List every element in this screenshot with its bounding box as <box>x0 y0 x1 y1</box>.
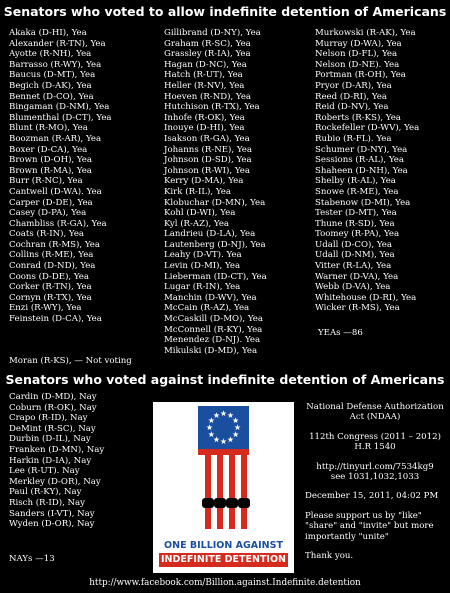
senator-yea: Lautenberg (D-NJ), Yea <box>164 239 266 250</box>
senator-yea: Landrieu (D-LA), Yea <box>164 229 256 240</box>
senator-yea: Hoeven (R-ND), Yea <box>164 91 252 102</box>
senator-nay: Paul (R-KY), Nay <box>9 487 82 498</box>
senator-yea: Kohl (D-WI), Yea <box>164 208 236 219</box>
yea-column-3 <box>315 28 419 314</box>
senator-yea: Warner (D-VA), Yea <box>315 271 399 282</box>
act-name: National Defense Authorization Act (NDAA) <box>306 402 444 423</box>
senator-yea: Johnson (R-WI), Yea <box>164 165 250 176</box>
senator-nay: Cardin (D-MD), Nay <box>9 392 97 402</box>
senator-nay: DeMint (R-SC), Nay <box>9 423 96 434</box>
senator-yea: Inhofe (R-OK), Yea <box>164 112 245 123</box>
support-text: Please support us by "like" "share" and "invite" but more importantly "unite" <box>305 510 434 542</box>
senator-yea: Coats (R-IN), Yea <box>9 229 85 240</box>
poster-line-1: ONE BILLION AGAINST <box>164 540 283 551</box>
senator-yea: Shaheen (D-NH), Yea <box>315 165 408 176</box>
senator-yea: Blumenthal (D-CT), Yea <box>9 112 112 123</box>
senator-yea: Blunt (R-MO), Yea <box>9 123 88 134</box>
senator-yea: Sessions (R-AL), Yea <box>315 155 404 166</box>
senator-yea: Stabenow (D-MI), Yea <box>315 197 411 208</box>
senator-nay: Risch (R-ID), Nay <box>9 497 86 508</box>
senator-yea: Bennet (D-CO), Yea <box>9 91 94 102</box>
senator-yea: Kerry (D-MA), Yea <box>164 176 244 187</box>
senator-yea: Leahy (D-VT). Yea <box>164 250 242 261</box>
senator-yea: Hatch (R-UT), Yea <box>164 70 243 81</box>
senator-nay: Sanders (I-VT), Nay <box>9 508 95 519</box>
senator-yea: Brown (R-MA), Yea <box>9 165 92 176</box>
senator-yea: Isakson (R-GA), Yea <box>164 133 250 144</box>
senator-yea: Heller (R-NV), Yea <box>164 80 245 91</box>
senator-yea: Thune (R-SD), Yea <box>315 218 395 229</box>
senator-yea: Shelby (R-AL), Yea <box>315 176 396 187</box>
senator-yea: Casey (D-PA), Yea <box>9 208 87 219</box>
senator-nay: Durbin (D-IL), Nay <box>9 434 91 445</box>
senator-yea: Manchin (D-WV), Yea <box>164 292 257 303</box>
senator-yea: Boozman (R-AR), Yea <box>9 133 102 144</box>
senator-yea: Levin (D-MI), Yea <box>164 261 241 272</box>
senator-yea: Wicker (R-MS), Yea <box>315 303 400 314</box>
senator-yea: Mikulski (D-MD), Yea <box>164 345 258 356</box>
senator-nay: Lee (R-UT). Nay <box>9 466 80 477</box>
nays-count: NAYs —13 <box>9 554 55 564</box>
senator-yea: Rubio (R-FL). Yea <box>315 133 392 144</box>
senator-yea: Klobuchar (D-MN), Yea <box>164 197 266 208</box>
senator-yea: Murkowski (R-AK), Yea <box>315 28 416 38</box>
senator-yea: Ayotte (R-NH), Yea <box>9 49 92 60</box>
senator-yea: McCain (R-AZ), Yea <box>164 303 250 314</box>
senator-yea: Graham (R-SC), Yea <box>164 38 251 49</box>
campaign-poster <box>153 402 294 573</box>
senator-yea: Webb (D-VA), Yea <box>315 282 391 293</box>
senator-yea: Reid (D-NV), Yea <box>315 102 389 113</box>
senator-yea: Burr (R-NC), Yea <box>9 176 83 187</box>
yea-heading: Senators who voted to allow indefinite detention of Americans <box>3 4 447 19</box>
senator-yea: Baucus (D-MT), Yea <box>9 70 96 81</box>
senator-yea: Chambliss (R-GA), Yea <box>9 218 107 229</box>
not-voting-line: Moran (R-KS), — Not voting <box>9 356 132 366</box>
senator-yea: Grassley (R-IA), Yea <box>164 49 251 60</box>
senator-yea: Lugar (R-IN), Yea <box>164 282 241 293</box>
senator-yea: Nelson (D-FL), Yea <box>315 49 398 60</box>
senator-yea: Carper (D-DE), Yea <box>9 197 93 208</box>
senator-yea: McCaskill (D-MO), Yea <box>164 314 264 325</box>
section-ref: see 1031,1032,1033 <box>330 472 420 483</box>
senator-yea: Cochran (R-MS), Yea <box>9 239 100 250</box>
senator-yea: Lieberman (ID-CT), Yea <box>164 271 267 282</box>
vote-date: December 15, 2011, 04:02 PM <box>305 491 439 502</box>
senator-yea: Kyl (R-AZ), Yea <box>164 218 230 229</box>
senator-yea: Begich (D-AK), Yea <box>9 80 92 91</box>
yea-column-1 <box>9 28 112 325</box>
senator-yea: Feinstein (D-CA), Yea <box>9 314 102 325</box>
senator-yea: Alexander (R-TN), Yea <box>9 38 106 49</box>
senator-yea: Johnson (D-SD), Yea <box>164 155 252 166</box>
senator-nay: Coburn (R-OK), Nay <box>9 402 97 413</box>
senator-yea: Pryor (D-AR), Yea <box>315 80 392 91</box>
senator-yea: Barrasso (R-WY), Yea <box>9 59 102 70</box>
senator-yea: Snowe (R-ME), Yea <box>315 186 399 197</box>
senator-nay: Franken (D-MN), Nay <box>9 444 105 455</box>
senator-yea: Roberts (R-KS), Yea <box>315 112 401 123</box>
senator-yea: Akaka (D-HI), Yea <box>9 28 87 38</box>
senator-yea: Nelson (D-NE). Yea <box>315 59 400 70</box>
bill-url: http://tinyurl.com/7534kg9 <box>316 461 434 472</box>
senator-nay: Crapo (R-ID), Nay <box>9 413 88 424</box>
senator-yea: Toomey (R-PA), Yea <box>315 229 400 240</box>
senator-yea: Coons (D-DE), Yea <box>9 271 90 282</box>
senator-yea: Portman (R-OH), Yea <box>315 70 406 81</box>
senator-yea: Murray (D-WA), Yea <box>315 38 402 49</box>
senator-yea: Brown (D-OH), Yea <box>9 155 93 166</box>
facebook-link[interactable]: http://www.facebook.com/Billion.against.Indefinite.detention <box>89 578 361 588</box>
senator-nay: Harkin (D-IA), Nay <box>9 455 92 466</box>
senator-yea: Bingaman (D-NM), Yea <box>9 102 110 113</box>
senator-nay: Wyden (D-OR), Nay <box>9 519 95 530</box>
senator-yea: Cantwell (D-WA). Yea <box>9 186 102 197</box>
thanks-text: Thank you. <box>305 551 354 562</box>
senator-yea: Inouye (D-HI), Yea <box>164 123 245 134</box>
senator-yea: Vitter (R-LA), Yea <box>315 261 392 272</box>
senator-yea: Udall (D-CO), Yea <box>315 239 392 250</box>
senator-yea: Udall (D-NM), Yea <box>315 250 395 261</box>
senator-yea: Menendez (D-NJ). Yea <box>164 335 261 346</box>
senator-yea: Gillibrand (D-NY), Yea <box>164 28 261 38</box>
congress-info: 112th Congress (2011 – 2012) H.R 1540 <box>309 431 441 453</box>
bill-info <box>305 402 445 561</box>
senator-yea: Tester (D-MT), Yea <box>315 208 397 219</box>
senator-yea: Johanns (R-NE), Yea <box>164 144 252 155</box>
yea-column-2 <box>164 28 267 356</box>
poster-line-2: INDEFINITE DETENTION <box>159 553 288 567</box>
senator-yea: McConnell (R-KY), Yea <box>164 324 263 335</box>
senator-yea: Boxer (D-CA), Yea <box>9 144 88 155</box>
senator-yea: Corker (R-TN), Yea <box>9 282 92 293</box>
senator-yea: Kirk (R-IL), Yea <box>164 186 231 197</box>
senator-yea: Cornyn (R-TX), Yea <box>9 292 92 303</box>
senator-yea: Collins (R-ME), Yea <box>9 250 94 261</box>
nay-heading: Senators who voted against indefinite detention of Americans <box>5 372 445 387</box>
senator-yea: Hagan (D-NC), Yea <box>164 59 247 70</box>
senator-nay: Merkley (D-OR), Nay <box>9 476 101 487</box>
yeas-count: YEAs —86 <box>318 328 363 338</box>
nay-column <box>9 392 104 530</box>
senator-yea: Conrad (D-ND), Yea <box>9 261 96 272</box>
senator-yea: Whitehouse (D-RI), Yea <box>315 292 417 303</box>
senator-yea: Hutchison (R-TX), Yea <box>164 102 260 113</box>
senator-yea: Reed (D-RI), Yea <box>315 91 387 102</box>
senator-yea: Enzi (R-WY), Yea <box>9 303 82 314</box>
senator-yea: Rockefeller (D-WV), Yea <box>315 123 420 134</box>
senator-yea: Schumer (D-NY), Yea <box>315 144 408 155</box>
